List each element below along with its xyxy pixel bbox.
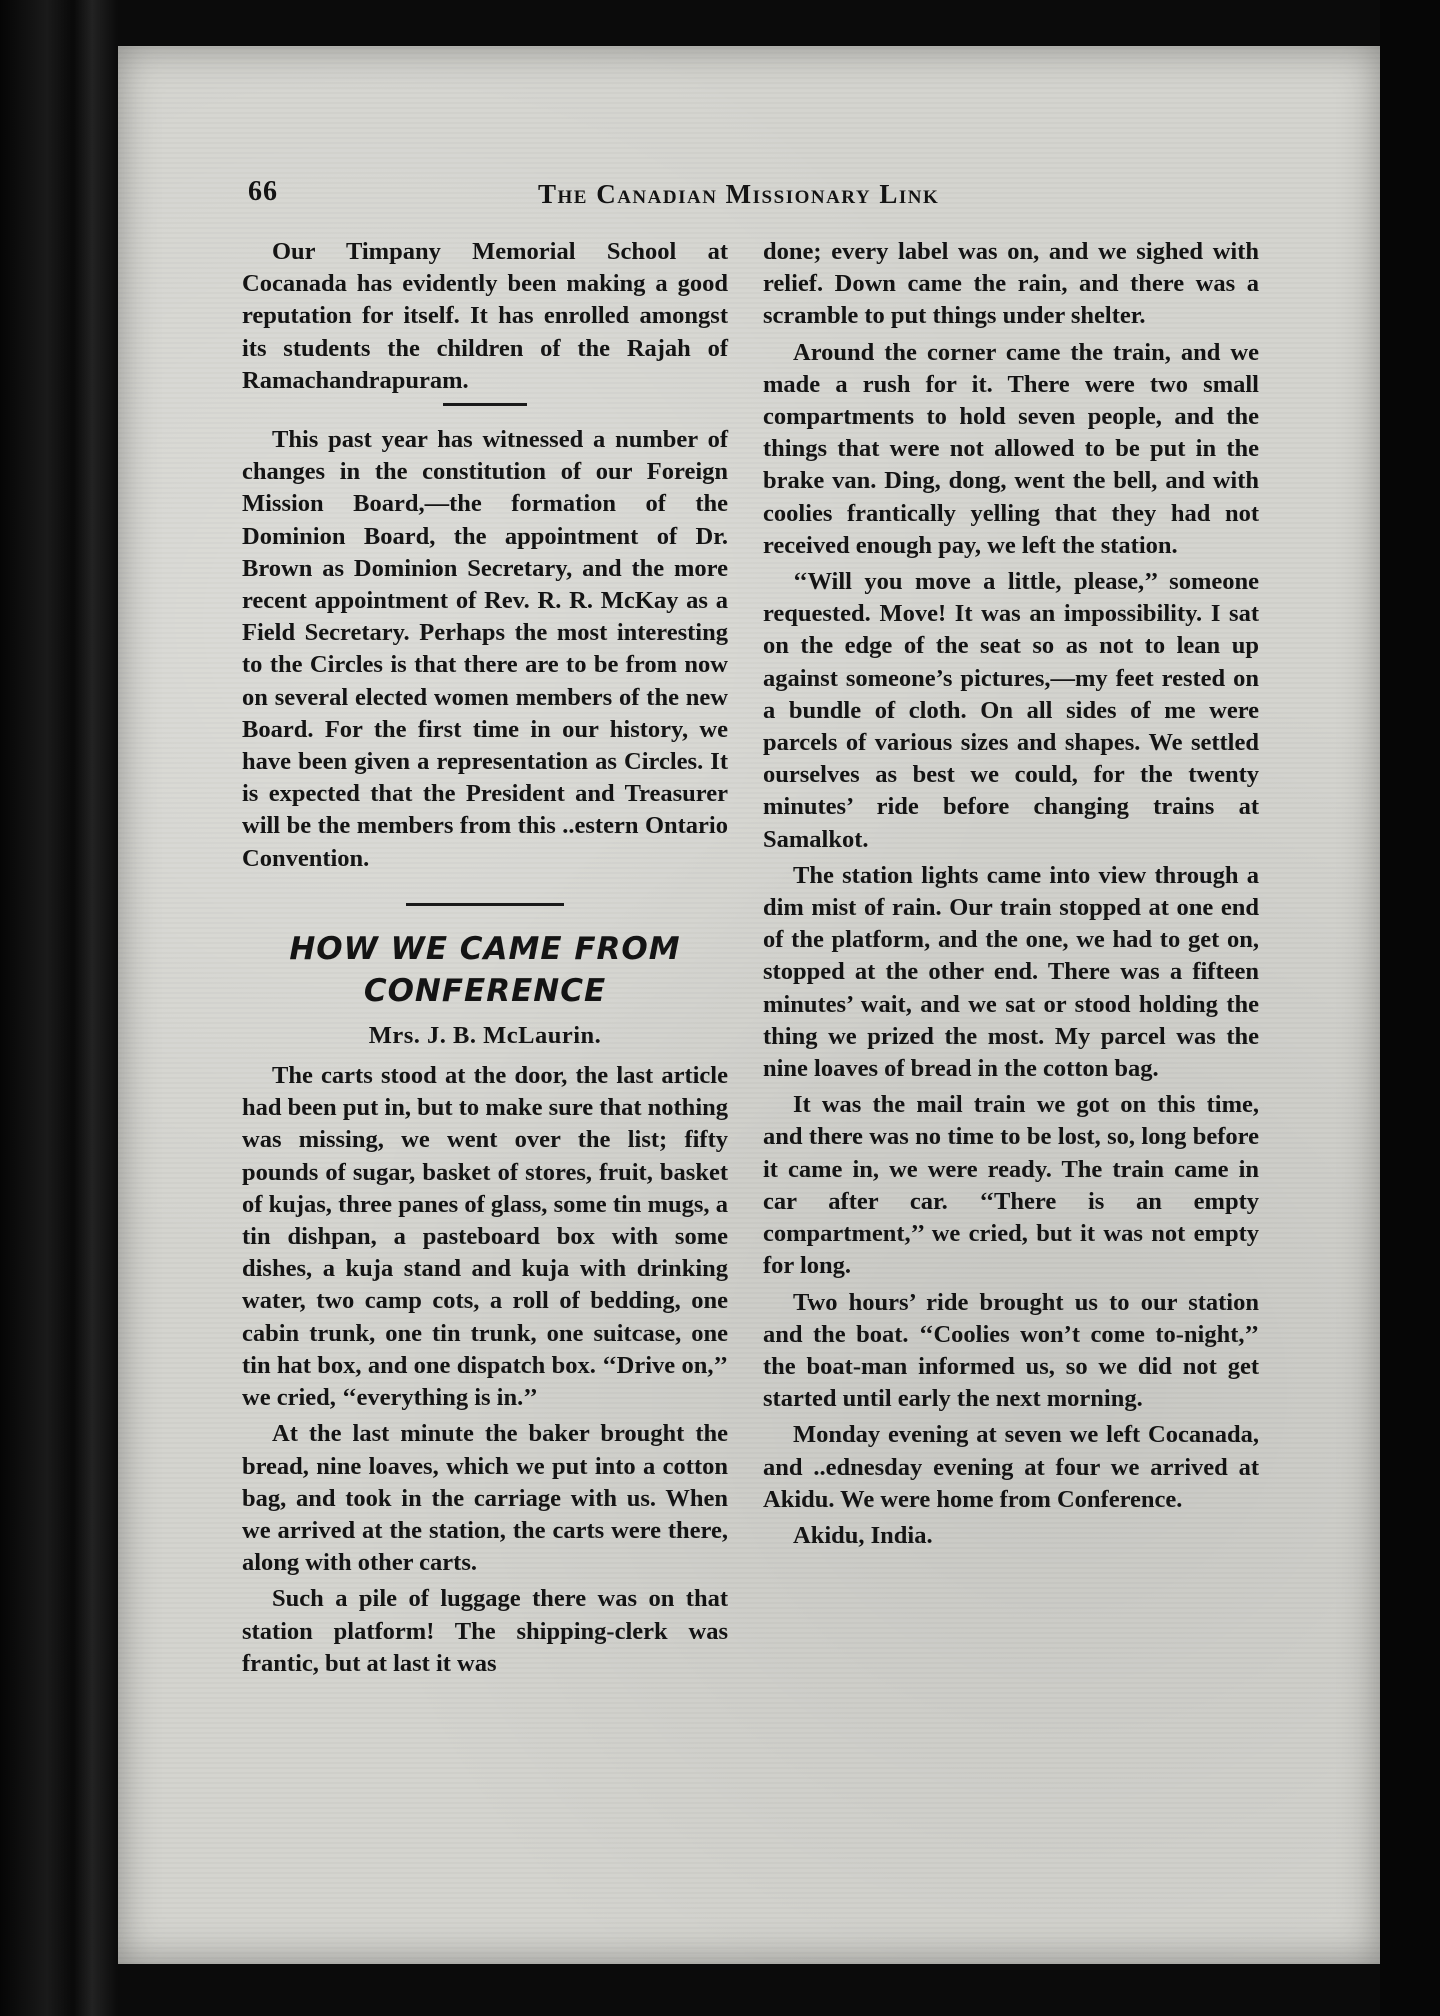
page-number: 66 (248, 176, 278, 207)
paragraph-move: ‘‘Will you move a little, please,’’ someone requested. Move! It was an impossibility. I sat on the edge of the seat so as not to lean up against someone’s pictures,—my feet rested on a bundle of cloth. On all sides of me were parcels of various sizes and shapes. We settled ourselves as best we could, for the twenty minutes’ ride before changing trains at Samalkot. (763, 568, 1259, 853)
paragraph-monday: Monday evening at seven we left Cocanada, and ..ednesday evening at four we arrived at Akidu. We were home from Conference. (763, 1421, 1259, 1513)
paragraph-timpany-school: Our Timpany Memorial School at Cocanada has evidently been making a good reputation for itself. It has enrolled amongst its students the children of the Rajah of Ramachandrapuram. (242, 238, 728, 394)
paragraph-done: done; every label was on, and we sighed with relief. Down came the rain, and there was a scramble to put things under shelter. (763, 238, 1259, 330)
divider-rule (406, 903, 564, 906)
article-title-line-2: CONFERENCE (363, 972, 607, 1009)
scan-left-border (0, 0, 118, 2016)
paragraph-train: Around the corner came the train, and we made a rush for it. There were two small compartments to hold seven people, and the things that were not allowed to be put in the brake van. Ding, dong, went the bell, and with coolies frantically yelling that they had not received enough pay, we left the station. (763, 338, 1259, 559)
article-byline: Mrs. J. B. McLaurin. (368, 1021, 602, 1049)
paragraph-mail-train: It was the mail train we got on this time, and there was no time to be lost, so, long before it came in, we were ready. The train came in car after car. ‘‘There is an empty compartment,’’ we cried, but it was not empty for long. (763, 1091, 1259, 1280)
paragraph-mission-board: This past year has witnessed a number of changes in the constitution of our Foreign Mission Board,—the formation of the Dominion Board, the appointment of Dr. Brown as Dominion Secretary, and the more recent appointment of Rev. R. R. McKay as a Field Secretary. Perhaps the most interesting to the Circles is that there are to be from now on several elected women members of the new Board. For the first time in our history, we have been given a representation as Circles. It is expected that the President and Treasurer will be the members from this ..estern Ontario Convention. (242, 426, 728, 872)
paragraph-carts: The carts stood at the door, the last article had been put in, but to make sure that nothing was missing, we went over the list; fifty pounds of sugar, basket of stores, fruit, basket of kujas, three panes of glass, some tin mugs, a tin dishpan, a pasteboard box with some dishes, a kuja stand and kuja with drinking water, two camp cots, a roll of bedding, one cabin trunk, one tin trunk, one suitcase, one tin hat box, and one dispatch box. ‘‘Drive on,’’ we cried, ‘‘everything is in.’’ (242, 1062, 728, 1412)
paragraph-boat: Two hours’ ride brought us to our station and the boat. ‘‘Coolies won’t come to-night,’’ the boat-man informed us, so we did not get started until early the next morning. (763, 1288, 1259, 1413)
paragraph-luggage: Such a pile of luggage there was on that station platform! The shipping-clerk was frantic, but at last it was (242, 1585, 728, 1677)
signoff-location: Akidu, India. (793, 1521, 933, 1549)
article-title-line-1: HOW WE CAME FROM (289, 930, 681, 967)
right-column (763, 236, 1259, 1556)
running-title: The Canadian Missionary Link (538, 179, 940, 209)
paragraph-baker: At the last minute the baker brought the bread, nine loaves, which we put into a cotton bag, and took in the carriage with us. When we arrived at the station, the carts were there, along with other carts. (242, 1420, 728, 1577)
paragraph-station-lights: The station lights came into view through a dim mist of rain. Our train stopped at one end of the platform, and the one, we had to get on, stopped at the other end. There was a fifteen minutes’ wait, and we sat or stood holding the thing we prized the most. My parcel was the nine loaves of bread in the cotton bag. (763, 861, 1259, 1083)
article-title (242, 928, 728, 1012)
divider-rule (443, 403, 527, 406)
scan-right-border (1380, 0, 1440, 2016)
left-column (242, 236, 728, 1684)
magazine-page (118, 46, 1380, 1964)
